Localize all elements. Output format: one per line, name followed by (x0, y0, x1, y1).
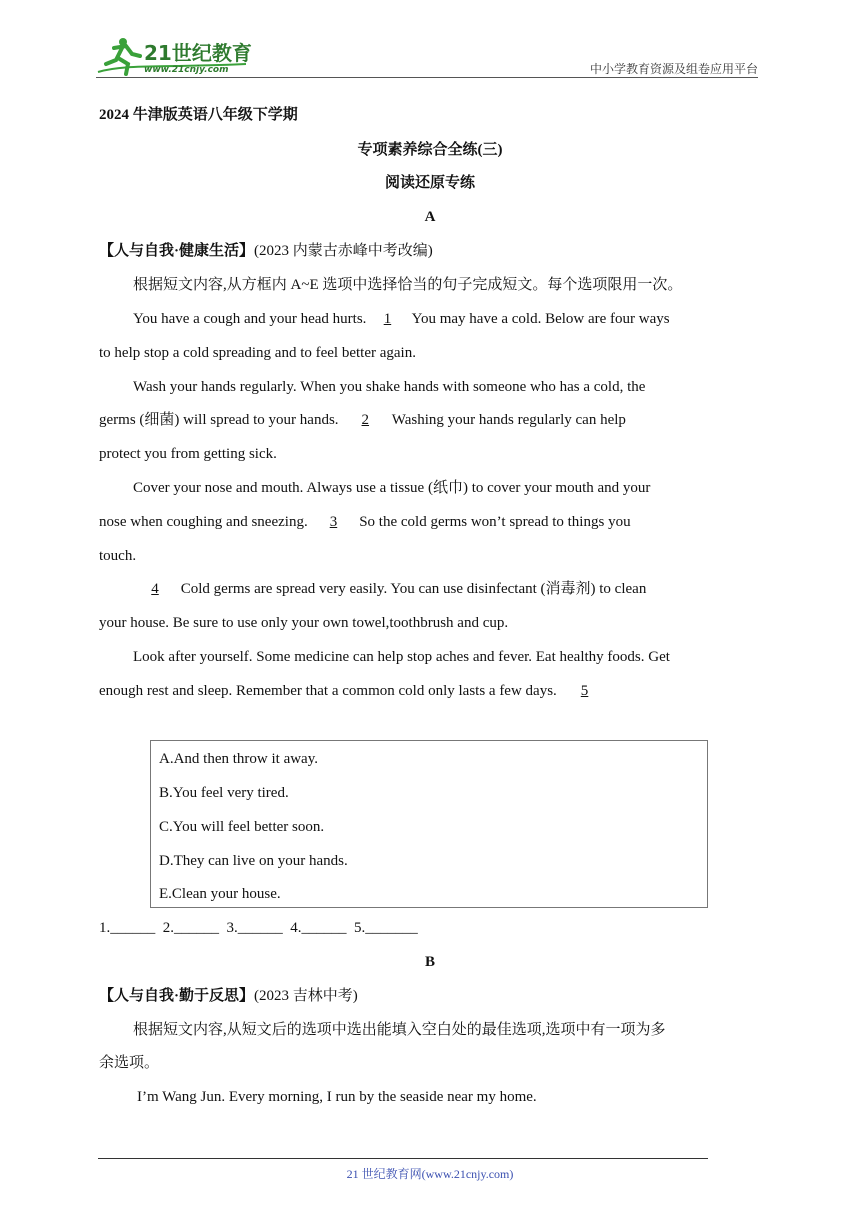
section-b-instruction-cont: 余选项。 (99, 1055, 160, 1071)
section-a-instruction: 根据短文内容,从方框内 A~E 选项中选择恰当的句子完成短文。每个选项限用一次。 (133, 277, 683, 293)
passage-text: Cold germs are spread very easily. You can use disinfectant (消毒剂) to clean (177, 581, 647, 597)
passage-a-line (99, 512, 631, 532)
answer-blanks: 1.______ 2.______ 3.______ 4.______ 5._______ (99, 920, 418, 936)
passage-text: germs (细菌) will spread to your hands. (99, 412, 343, 428)
section-b-tag: 【人与自我·勤于反思】 (99, 988, 255, 1004)
passage-text: Look after yourself. Some medicine can help stop aches and fever. Eat healthy foods. Get (133, 649, 670, 665)
worksheet-title: 专项素养综合全练(三) (357, 142, 503, 158)
passage-text: Washing your hands regularly can help (388, 412, 626, 428)
blank-1: 1 (383, 311, 392, 327)
section-b-instruction: 根据短文内容,从短文后的选项中选出能填入空白处的最佳选项,选项中有一项为多 (133, 1022, 666, 1038)
passage-text: Wash your hands regularly. When you shake hands with someone who has a cold, the (133, 379, 646, 395)
header-divider (96, 77, 758, 78)
passage-a-line (133, 579, 646, 599)
logo-text: 21世纪教育 (144, 41, 252, 65)
blank-5: 5 (580, 683, 589, 699)
blank-4: 4 (151, 581, 159, 597)
page-header (96, 30, 758, 78)
option-b: B.You feel very tired. (159, 785, 289, 801)
section-a-letter: A (424, 209, 436, 225)
passage-text: touch. (99, 548, 137, 564)
passage-text: to help stop a cold spreading and to feel better again. (99, 345, 416, 361)
footer-link[interactable]: 21 世纪教育网(www.21cnjy.com) (346, 1167, 514, 1181)
option-c: C.You will feel better soon. (159, 819, 325, 835)
runner-logo-icon (96, 34, 256, 78)
passage-text: Cover your nose and mouth. Always use a tissue (纸巾) to cover your mouth and your (133, 480, 651, 496)
passage-text: your house. Be sure to use only your own towel,toothbrush and cup. (99, 615, 509, 631)
section-b-heading (99, 986, 358, 1006)
section-a-heading (99, 241, 433, 261)
passage-text: You have a cough and your head hurts. (133, 311, 367, 327)
option-e: E.Clean your house. (159, 886, 281, 902)
platform-label: 中小学教育资源及组卷应用平台 (589, 62, 758, 76)
passage-a-line (99, 410, 626, 430)
worksheet-subtitle: 阅读还原专练 (384, 175, 475, 191)
passage-text: enough rest and sleep. Remember that a common cold only lasts a few days. (99, 683, 561, 699)
section-b-letter: B (424, 954, 435, 970)
passage-text: So the cold germs won’t spread to things you (355, 514, 631, 530)
passage-b-text: I’m Wang Jun. Every morning, I run by the seaside near my home. (137, 1089, 537, 1105)
blank-2: 2 (361, 412, 370, 428)
course-title: 2024 牛津版英语八年级下学期 (99, 107, 298, 123)
options-box (150, 740, 708, 908)
section-a-tag: 【人与自我·健康生活】 (99, 243, 255, 259)
section-b-source: (2023 吉林中考) (254, 988, 358, 1004)
blank-3: 3 (329, 514, 338, 530)
site-logo (96, 34, 256, 78)
passage-text: You may have a cold. Below are four ways (408, 311, 670, 327)
logo-url: www.21cnjy.com (144, 65, 229, 75)
option-d: D.They can live on your hands. (159, 853, 348, 869)
passage-a-line (133, 309, 670, 329)
section-a-source: (2023 内蒙古赤峰中考改编) (254, 243, 433, 259)
footer-divider (98, 1158, 708, 1159)
passage-text: nose when coughing and sneezing. (99, 514, 312, 530)
passage-a-line (99, 681, 609, 701)
option-a: A.And then throw it away. (159, 751, 318, 767)
passage-text: protect you from getting sick. (99, 446, 277, 462)
